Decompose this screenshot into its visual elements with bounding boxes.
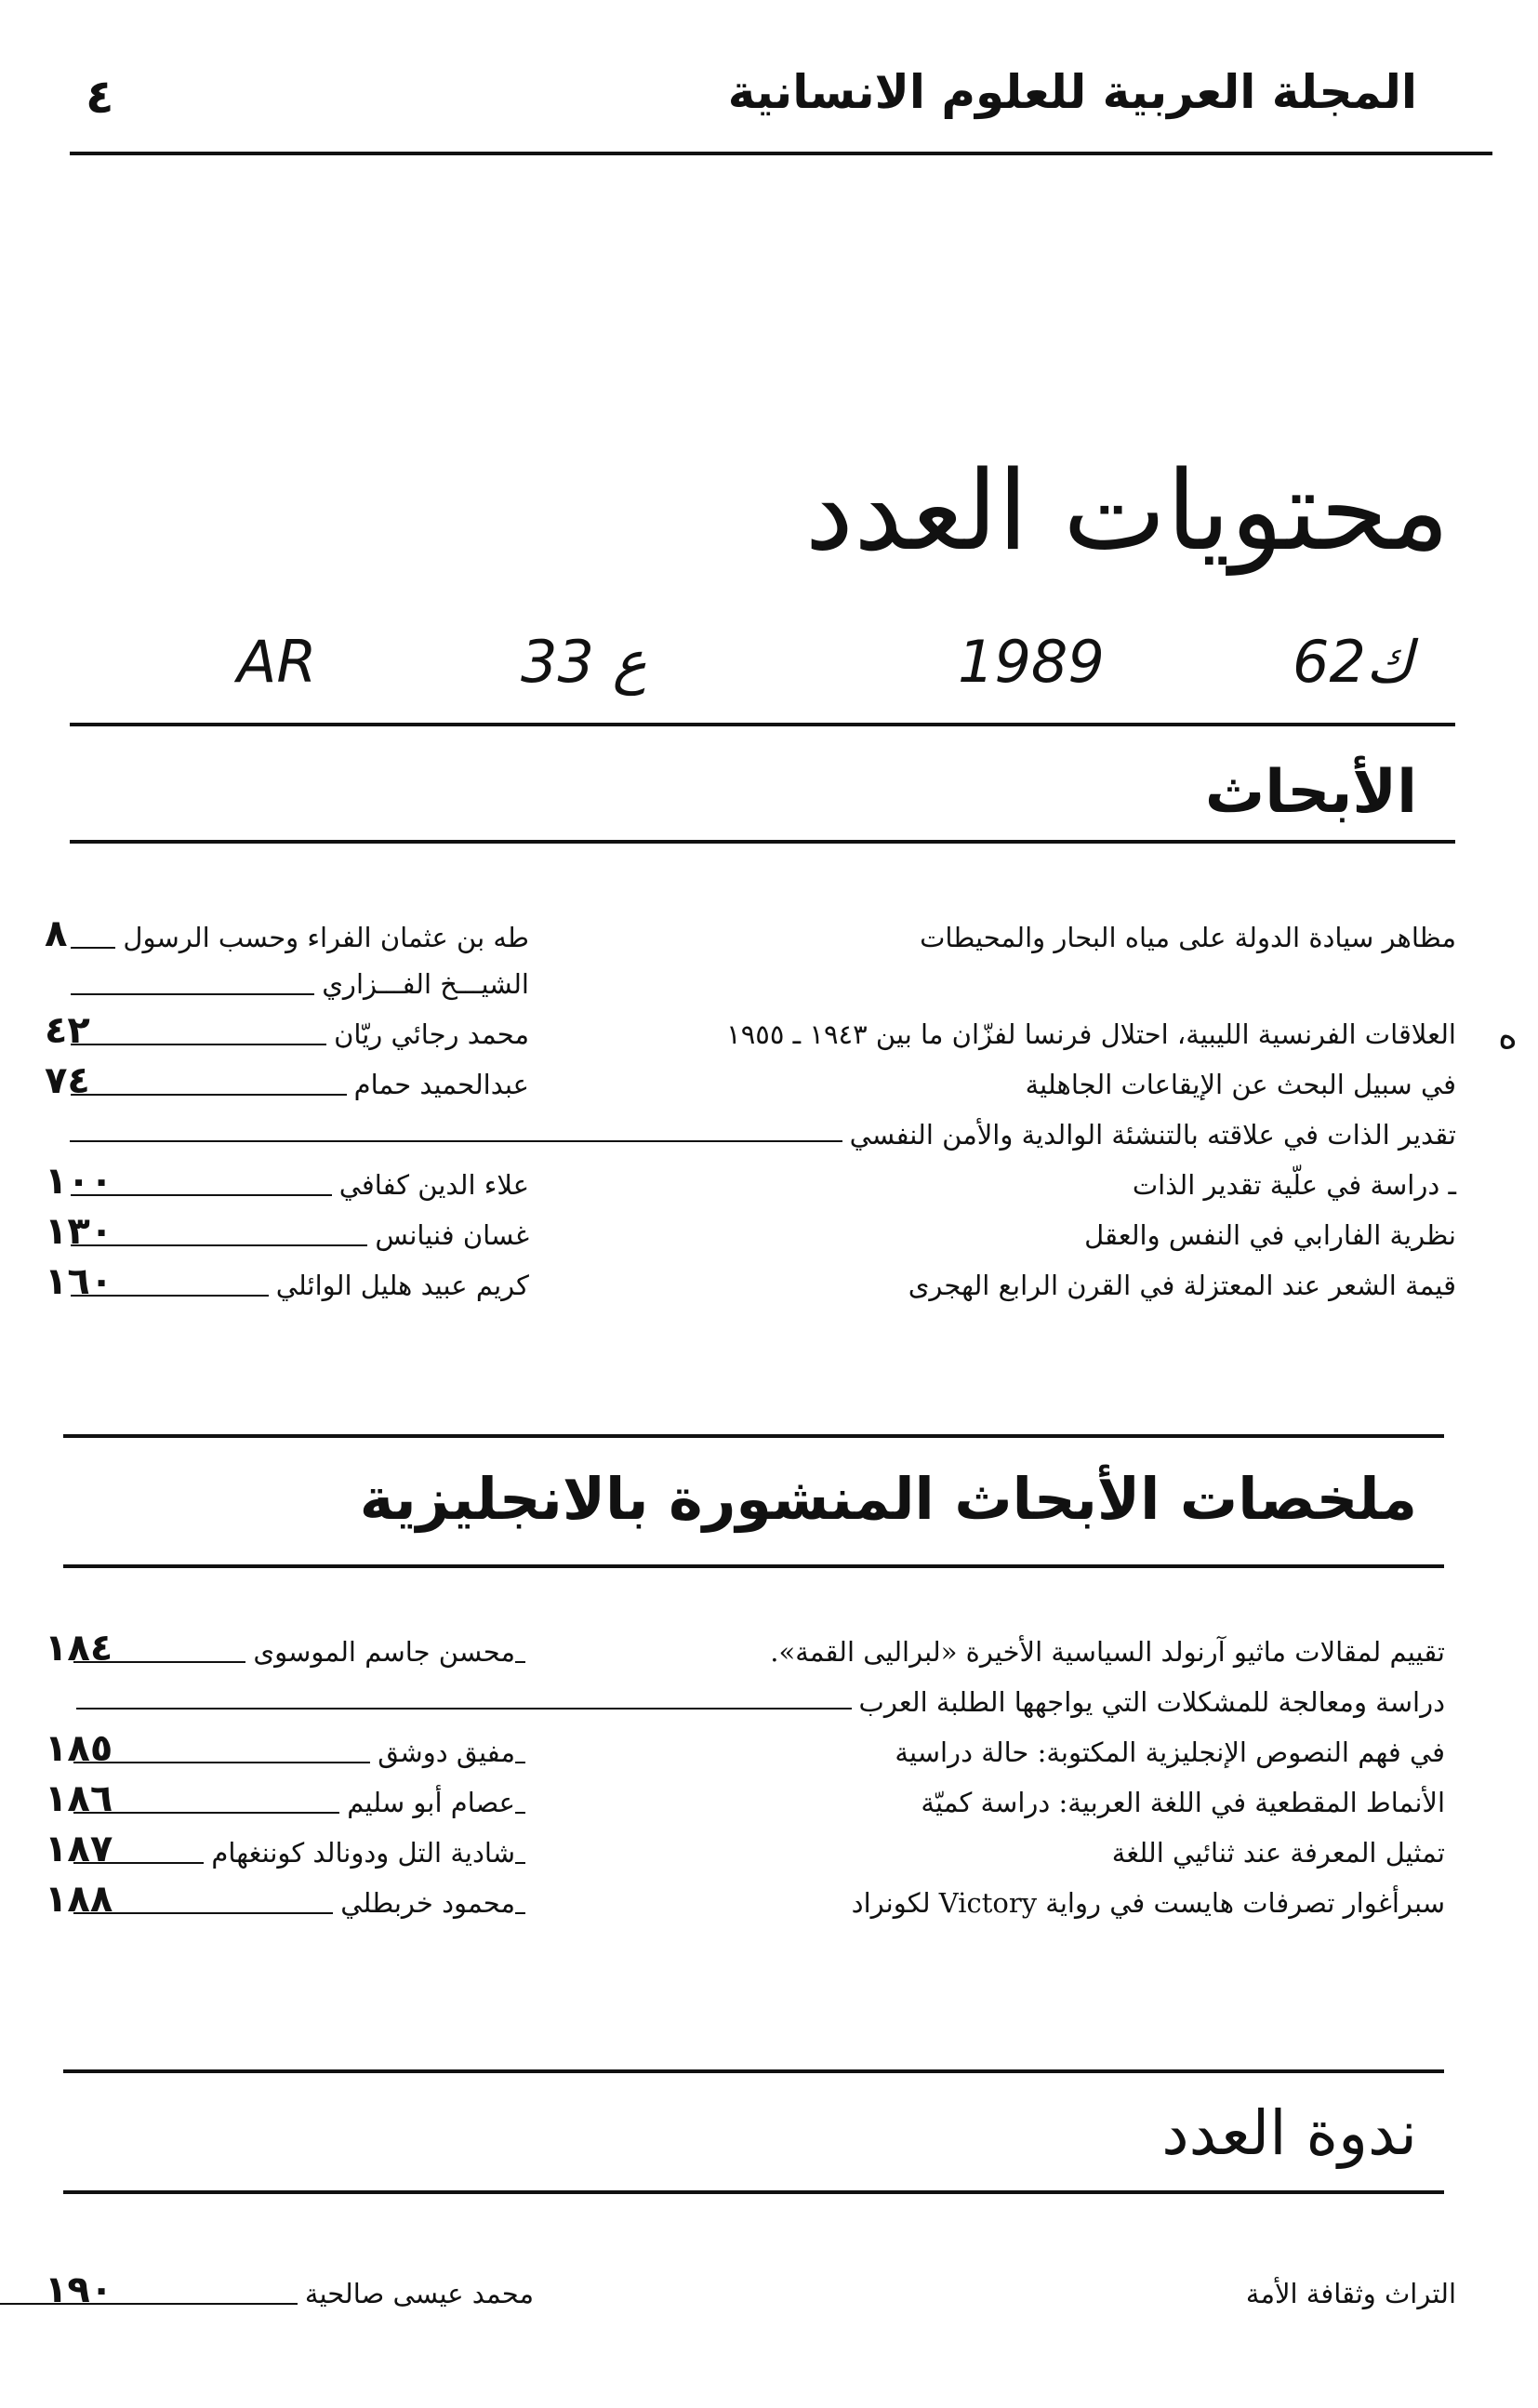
toc-author: محسن جاسم الموسوى bbox=[245, 1628, 515, 1676]
toc-author: طه بن عثمان الفراء وحسب الرسول bbox=[115, 913, 529, 962]
toc-author: غسان فنيانس bbox=[367, 1211, 529, 1259]
symposium-top-rule bbox=[63, 2069, 1444, 2073]
research-section-heading: الأبحاث bbox=[1204, 758, 1417, 827]
toc-row[interactable] bbox=[0, 960, 1538, 1008]
handwritten-note-lang: AR bbox=[237, 628, 317, 696]
toc-row[interactable] bbox=[0, 1728, 1538, 1776]
leader-line bbox=[126, 2303, 274, 2305]
research-heading-rule bbox=[70, 840, 1455, 844]
toc-author: محمد عيسى صالحية bbox=[298, 2269, 534, 2318]
toc-author: علاء الدين كفافي bbox=[332, 1161, 529, 1209]
toc-page-number: ١٨٦ bbox=[45, 1777, 113, 1820]
toc-row[interactable] bbox=[0, 1829, 1538, 1877]
toc-page-number: ١٩٠ bbox=[45, 2268, 113, 2311]
toc-title: العلاقات الفرنسية الليبية، احتلال فرنسا لفزّان ما بين ١٩٤٣ ـ ١٩٥٥ bbox=[719, 1010, 1456, 1058]
header-rule bbox=[70, 152, 1492, 155]
toc-title: سبرأغوار تصرفات هايست في رواية Victory لكونراد bbox=[844, 1879, 1445, 1927]
toc-title: قيمة الشعر عند المعتزلة في القرن الرابع الهجرى bbox=[901, 1261, 1456, 1310]
toc-row[interactable] bbox=[0, 1261, 1538, 1310]
symposium-heading-rule bbox=[63, 2190, 1444, 2194]
toc-author: عبدالحميد حمام bbox=[347, 1060, 529, 1109]
toc-title: ـ دراسة في علّية تقدير الذات bbox=[1125, 1161, 1456, 1209]
toc-row[interactable] bbox=[0, 2269, 1538, 2318]
toc-author: شادية التل ودونالد كوننغهام bbox=[204, 1829, 515, 1877]
toc-page-number: ٤٢ bbox=[45, 1009, 90, 1052]
toc-title: نظرية الفارابي في النفس والعقل bbox=[1077, 1211, 1456, 1259]
contents-heading: محتويات العدد bbox=[804, 446, 1450, 575]
handwritten-note-volume: 62ك bbox=[1293, 628, 1414, 696]
toc-title: الأنماط المقطعية في اللغة العربية: دراسة كميّة bbox=[913, 1778, 1445, 1827]
toc-page-number: ٧٤ bbox=[45, 1059, 90, 1102]
toc-author: الشيـــخ الفـــزاري bbox=[314, 960, 529, 1008]
toc-author: عصام أبو سليم bbox=[339, 1778, 515, 1827]
toc-row[interactable] bbox=[0, 1161, 1538, 1209]
leader-line bbox=[73, 993, 192, 995]
toc-page-number: ١٨٤ bbox=[45, 1627, 113, 1670]
toc-row[interactable] bbox=[0, 1211, 1538, 1259]
toc-page-number: ٨ bbox=[45, 912, 68, 955]
handwritten-note-year: 1989 bbox=[958, 628, 1105, 696]
journal-title: المجلة العربية للعلوم الانسانية bbox=[727, 65, 1417, 119]
toc-page-number: ١٠٠ bbox=[45, 1160, 113, 1203]
toc-title: تقييم لمقالات ماثيو آرنولد السياسية الأخيرة «لبراليى القمة». bbox=[762, 1628, 1445, 1676]
toc-row[interactable] bbox=[0, 913, 1538, 962]
toc-title: تمثيل المعرفة عند ثنائيي اللغة bbox=[1105, 1829, 1445, 1877]
toc-page-number: ١٨٨ bbox=[45, 1878, 113, 1921]
abstracts-top-rule bbox=[63, 1434, 1444, 1438]
toc-row[interactable] bbox=[0, 1778, 1538, 1827]
toc-row[interactable] bbox=[0, 1060, 1538, 1109]
toc-page-number: ١٣٠ bbox=[45, 1210, 113, 1253]
abstracts-section-heading: ملخصات الأبحاث المنشورة بالانجليزية bbox=[359, 1465, 1417, 1533]
toc-title: في فهم النصوص الإنجليزية المكتوبة: حالة دراسية bbox=[887, 1728, 1445, 1776]
handwritten-note-issue: ع 33 bbox=[521, 628, 647, 696]
toc-row[interactable] bbox=[0, 1628, 1538, 1676]
page-number: ٤ bbox=[86, 70, 114, 124]
toc-row[interactable] bbox=[0, 1678, 1538, 1726]
toc-page-number: ١٦٠ bbox=[45, 1260, 113, 1303]
toc-page-number: ١٨٧ bbox=[45, 1828, 113, 1870]
toc-row[interactable] bbox=[0, 1010, 1538, 1058]
toc-title: تقدير الذات في علاقته بالتنشئة الوالدية والأمن النفسي bbox=[842, 1111, 1456, 1159]
toc-title: مظاهر سيادة الدولة على مياه البحار والمحيطات bbox=[912, 913, 1456, 962]
toc-title: في سبيل البحث عن الإيقاعات الجاهلية bbox=[1018, 1060, 1456, 1109]
toc-page-number: ١٨٥ bbox=[45, 1727, 113, 1770]
abstracts-heading-rule bbox=[63, 1564, 1444, 1568]
handwritten-mark-icon: ه bbox=[1498, 1015, 1518, 1058]
contents-rule bbox=[70, 723, 1455, 726]
symposium-section-heading: ندوة العدد bbox=[1161, 2097, 1417, 2169]
toc-author: محمود خربطلي bbox=[333, 1879, 515, 1927]
toc-author: مفيق دوشق bbox=[370, 1728, 515, 1776]
toc-author: محمد رجائي ريّان bbox=[326, 1010, 529, 1058]
toc-row[interactable] bbox=[0, 1879, 1538, 1927]
toc-row[interactable] bbox=[0, 1111, 1538, 1159]
toc-title: دراسة ومعالجة للمشكلات التي يواجهها الطلبة العرب bbox=[852, 1678, 1445, 1726]
toc-author: كريم عبيد هليل الوائلي bbox=[269, 1261, 529, 1310]
toc-title: التراث وثقافة الأمة bbox=[1239, 2269, 1456, 2318]
